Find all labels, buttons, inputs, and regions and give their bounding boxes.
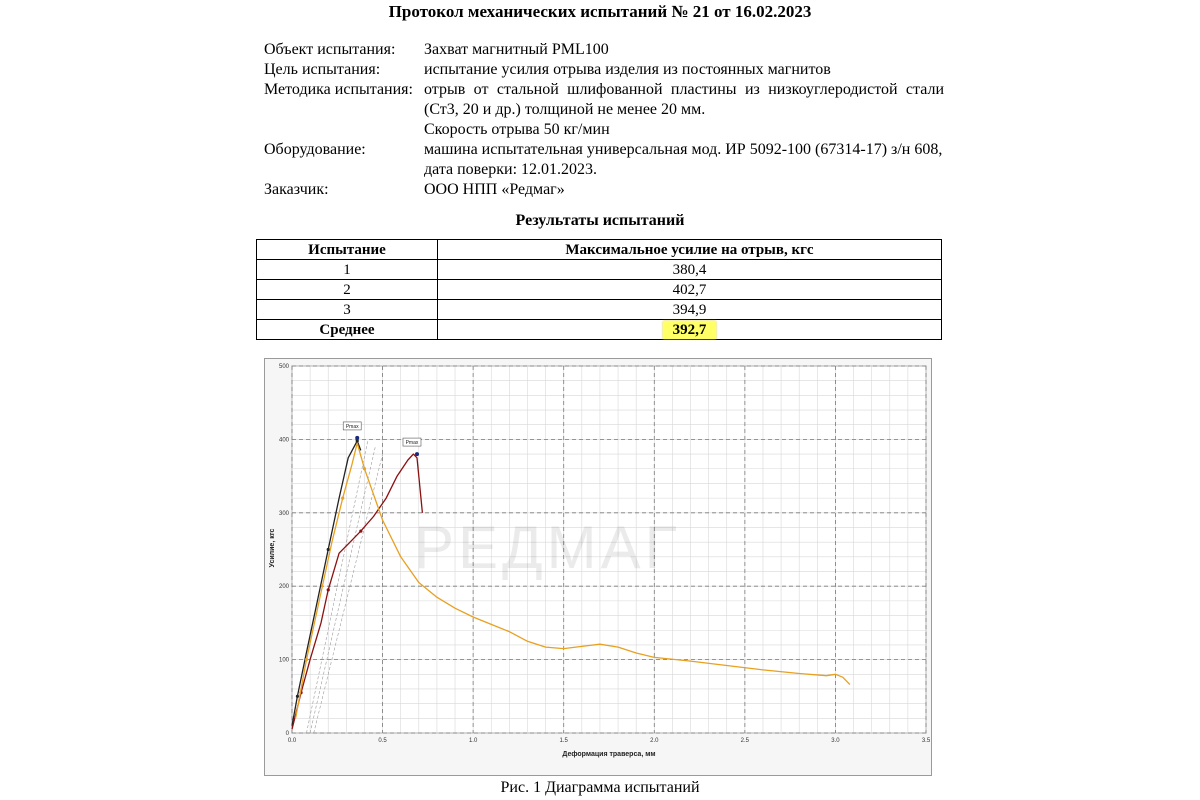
info-label: Объект испытания: [264,41,396,58]
info-label: Цель испытания: [264,61,381,78]
peak-point [415,452,419,456]
data-point [327,588,330,591]
info-row-object [264,40,944,60]
x-tick-label: 3.5 [921,738,931,744]
average-cell [438,320,942,340]
peak-label: Pmax [345,423,359,430]
info-row-customer [264,180,944,200]
x-tick-label: 2.0 [650,738,659,744]
table-row [257,300,942,320]
watermark: РЕДМАГ [414,514,682,581]
x-tick-label: 0.0 [287,738,297,744]
test-number: 2 [257,280,438,300]
info-row-method [264,80,944,140]
results-title: Результаты испытаний [515,212,685,229]
method-speed: Скорость отрыва 50 кг/мин [424,121,610,138]
column-header-test: Испытание [257,240,438,260]
info-label: Заказчик: [264,181,329,198]
average-value: 392,7 [663,321,717,339]
data-point [327,548,330,551]
figure-caption: Рис. 1 Диаграмма испытаний [500,779,700,796]
x-tick-label: 1.0 [468,738,478,744]
data-point [341,497,344,500]
y-tick-label: 200 [278,584,289,591]
info-row-equipment [264,140,944,180]
info-label: Методика испытания: [264,81,413,98]
force-value: 402,7 [438,280,942,300]
average-label: Среднее [257,320,438,340]
info-value [424,80,944,140]
peak-point [355,436,359,440]
y-tick-label: 100 [278,657,289,664]
method-text: отрыв от стальной шлифованной пластины из низкоуглеродистой стали (Ст3, 20 и др.) толщиной не менее 20 мм. [424,81,944,118]
results-table [256,239,942,340]
chart-svg [264,358,932,776]
force-value: 394,9 [438,300,942,320]
x-tick-label: 2.5 [740,738,750,744]
info-block [264,40,944,200]
table-row [257,280,942,300]
info-label: Оборудование: [264,141,366,158]
test-number: 3 [257,300,438,320]
table-row [257,260,942,280]
x-axis-label: Деформация траверса, мм [562,751,656,758]
info-row-goal [264,60,944,80]
info-value: испытание усилия отрыва изделия из постоянных магнитов [424,61,831,78]
document-title: Протокол механических испытаний № 21 от 16.02.2023 [388,2,812,21]
y-tick-label: 500 [278,364,289,370]
data-point [359,530,362,533]
table-header-row [257,240,942,260]
data-point [296,695,299,698]
column-header-force: Максимальное усилие на отрыв, кгс [438,240,942,260]
test-number: 1 [257,260,438,280]
peak-label: Pmax [405,440,419,447]
x-tick-label: 0.5 [378,738,387,744]
data-point [305,658,308,661]
y-tick-label: 300 [278,510,289,517]
test-diagram [264,358,932,776]
x-tick-label: 1.5 [559,738,568,744]
x-tick-label: 3.0 [831,738,840,744]
y-tick-label: 0 [285,731,289,737]
info-value: Захват магнитный PML100 [424,41,609,58]
data-point [363,467,366,470]
force-value: 380,4 [438,260,942,280]
y-axis-label: Усилие, кгс [269,528,276,568]
info-value: машина испытательная универсальная мод. ИР 5092-100 (67314-17) з/н 608, дата поверки: 12.01.2023. [424,141,943,178]
average-row [257,320,942,340]
info-value: ООО НПП «Редмаг» [424,181,565,198]
y-tick-label: 400 [278,437,289,444]
